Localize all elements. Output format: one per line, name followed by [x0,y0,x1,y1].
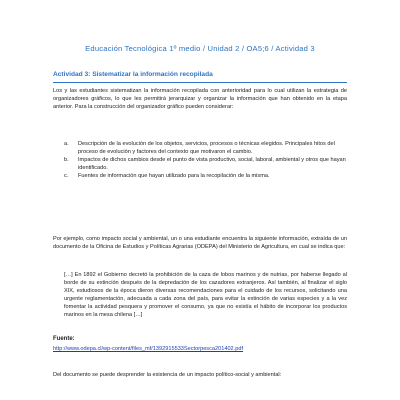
list-item [64,157,347,173]
closing-paragraph: Del documento se puede desprender la existencia de un impacto político-social y ambiental: [53,372,282,378]
list-marker: a. [64,141,69,147]
quote-block: […] En 1892 el Gobierno decretó la prohibición de la caza de lobos marinos y de nutrias, por haberse llegado al borde de su extinción después de la depredación de los cazadores extranjeros. Así también, al finalizar el siglo XIX, estudiosos de la época dieron diversas recomendaciones para el cuidado de los recursos, solicitando una urgente reglamentación, adecuada a cada zona del país, para evitar la extinción de varias especies y a la vez fomentar la actividad pesquera y promover el consumo, ya que no existía el hábito de incorporar los productos marinos en la mesa chilena […] [64,272,347,318]
consideration-list [64,141,347,181]
example-paragraph: Por ejemplo, como impacto social y ambiental, un o una estudiante encuentra la siguiente información, extraída de un documento de la Oficina de Estudios y Políticas Agrarias (ODEPA) del Ministerio de Agricultura, en cual se indica que: [53,236,347,250]
page-header: Educación Tecnológica 1º medio / Unidad 2 / OA5;6 / Actividad 3 [85,44,315,53]
list-item [64,141,347,157]
list-item-text: Impactos de dichos cambios desde el punto de vista productivo, social, laboral, ambiental y otros que hayan identificado. [78,156,346,171]
source-label: Fuente: [53,336,75,342]
intro-paragraph: Los y las estudiantes sistematizan la información recopilada con anterioridad para lo cual utilizan la estrategia de organizadores gráficos, lo que les permitirá jerarquizar y organizar la información que han obtenido en la etapa anterior. Para la construcción del organizador gráfico pueden considerar: [53,88,347,110]
title-underline [53,82,347,83]
list-item [64,173,347,181]
list-marker: c. [64,172,69,179]
source-link[interactable]: http://www.odepa.cl/wp-content/files_mf/1392915533Sectorpesca201402.pdf [53,346,244,352]
activity-title: Actividad 3: Sistematizar la información recopilada [53,71,213,78]
list-item-text: Descripción de la evolución de los objetos, servicios, procesos o técnicas elegidos. Principales hitos del proceso de evolución y factores del contexto que motivaron el cambio. [78,141,335,155]
list-item-text: Fuentes de información que hayan utilizado para la recopilación de la misma. [78,172,270,179]
list-marker: b. [64,156,69,163]
